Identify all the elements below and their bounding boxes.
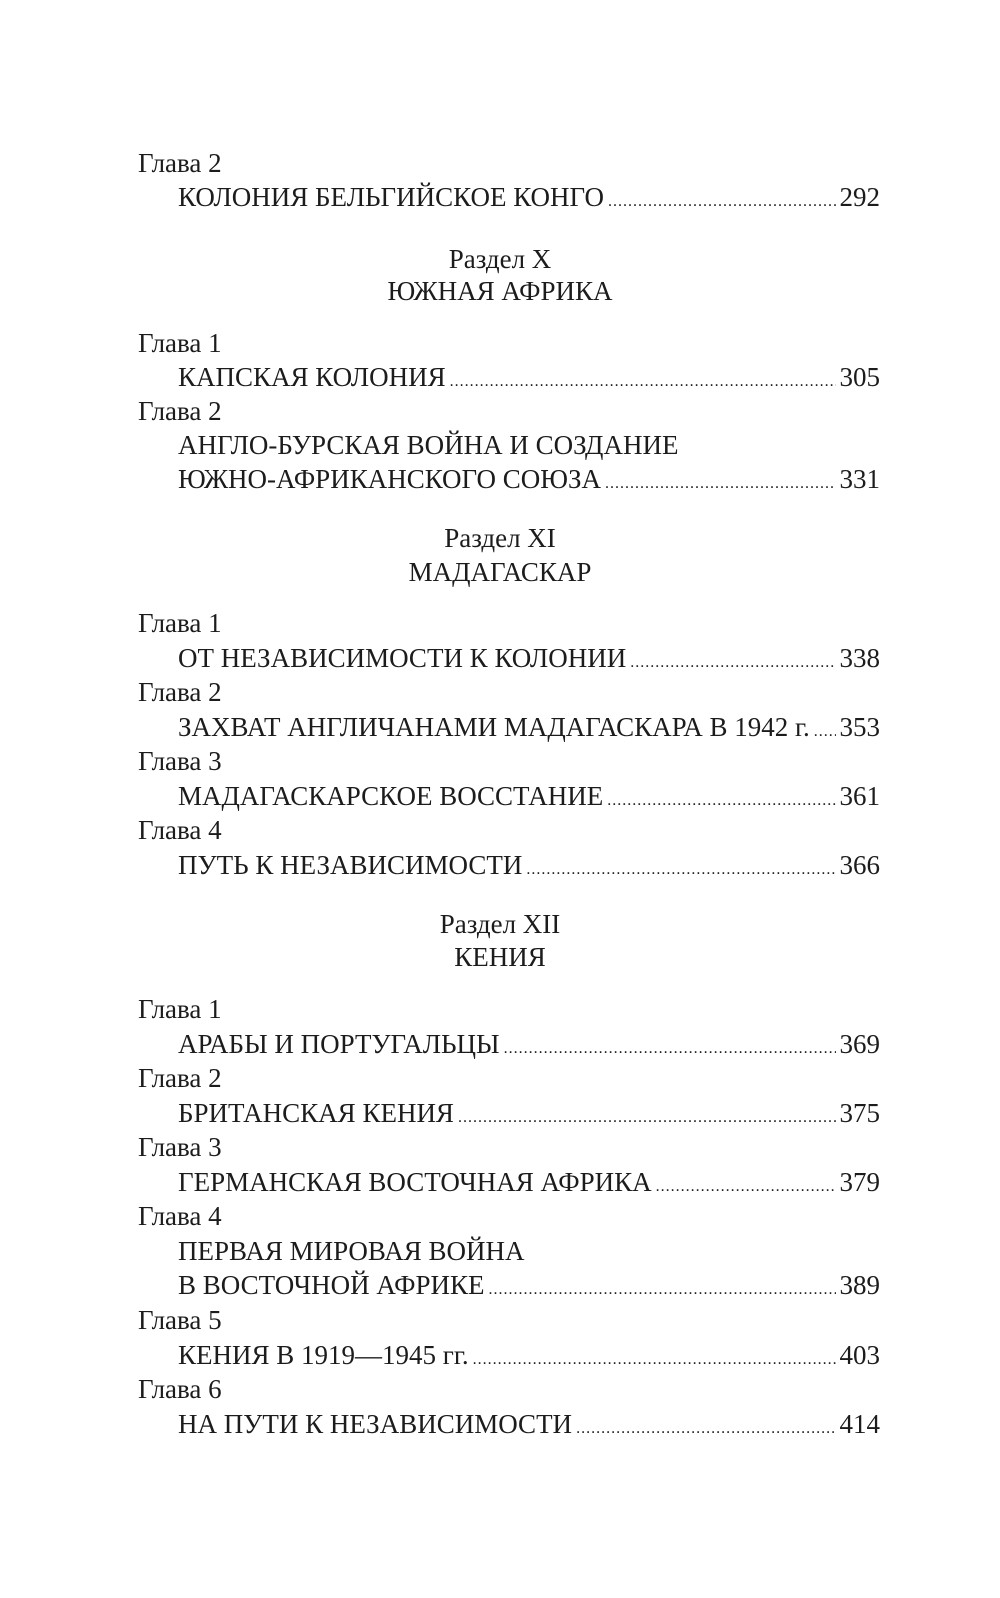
- toc-entry[interactable]: [178, 1098, 880, 1133]
- page-number: 338: [839, 643, 880, 673]
- dot-leader: [526, 855, 835, 885]
- dot-leader: [656, 1172, 836, 1202]
- entry-title: МАДАГАСКАРСКОЕ ВОССТАНИЕ: [178, 781, 604, 811]
- page-number: 375: [839, 1098, 880, 1128]
- section-label: Раздел XII: [439, 909, 561, 939]
- toc-entry[interactable]: [178, 1270, 880, 1305]
- entry-title: ОТ НЕЗАВИСИМОСТИ К КОЛОНИИ: [178, 643, 627, 673]
- chapter-label: Глава 2: [138, 1063, 222, 1093]
- toc-entry[interactable]: [178, 1029, 880, 1064]
- toc-entry[interactable]: [178, 712, 880, 747]
- entry-title: КАПСКАЯ КОЛОНИЯ: [178, 362, 446, 392]
- entry-title-line: АНГЛО-БУРСКАЯ ВОЙНА И СОЗДАНИЕ: [178, 430, 679, 460]
- section-title: ЮЖНАЯ АФРИКА: [387, 276, 613, 306]
- dot-leader: [605, 469, 835, 499]
- section-label: Раздел X: [448, 244, 552, 274]
- dot-leader: [458, 1103, 836, 1133]
- entry-title: ПУТЬ К НЕЗАВИСИМОСТИ: [178, 850, 523, 880]
- page-number: 292: [839, 182, 880, 212]
- entry-title: ЗАХВАТ АНГЛИЧАНАМИ МАДАГАСКАРА В 1942 г.: [178, 712, 810, 742]
- toc-entry[interactable]: [178, 362, 880, 397]
- toc-entry[interactable]: [178, 1167, 880, 1202]
- entry-title: НА ПУТИ К НЕЗАВИСИМОСТИ: [178, 1409, 573, 1439]
- chapter-label: Глава 1: [138, 328, 222, 358]
- chapter-label: Глава 4: [138, 1201, 222, 1231]
- chapter-label: Глава 4: [138, 815, 222, 845]
- toc-entry[interactable]: [178, 1340, 880, 1375]
- chapter-label: Глава 2: [138, 148, 222, 178]
- page-number: 369: [839, 1029, 880, 1059]
- dot-leader: [489, 1275, 836, 1305]
- toc-entry[interactable]: [178, 1409, 880, 1444]
- entry-title: В ВОСТОЧНОЙ АФРИКЕ: [178, 1270, 485, 1300]
- entry-title: КОЛОНИЯ БЕЛЬГИЙСКОЕ КОНГО: [178, 182, 604, 212]
- toc-entry[interactable]: [178, 643, 880, 678]
- entry-title: ЮЖНО-АФРИКАНСКОГО СОЮЗА: [178, 464, 602, 494]
- entry-title: БРИТАНСКАЯ КЕНИЯ: [178, 1098, 454, 1128]
- toc-entry[interactable]: [178, 182, 880, 217]
- section-title: КЕНИЯ: [454, 942, 546, 972]
- chapter-label: Глава 2: [138, 396, 222, 426]
- section-label: Раздел XI: [444, 523, 556, 553]
- chapter-label: Глава 6: [138, 1374, 222, 1404]
- dot-leader: [630, 648, 835, 678]
- page-number: 414: [839, 1409, 880, 1439]
- page-number: 331: [839, 464, 880, 494]
- chapter-label: Глава 3: [138, 746, 222, 776]
- chapter-label: Глава 2: [138, 677, 222, 707]
- toc-entry[interactable]: [178, 850, 880, 885]
- page-number: 305: [839, 362, 880, 392]
- entry-title: КЕНИЯ В 1919—1945 гг.: [178, 1340, 469, 1370]
- page-number: 389: [839, 1270, 880, 1300]
- dot-leader: [473, 1345, 836, 1375]
- section-title: МАДАГАСКАР: [408, 557, 592, 587]
- chapter-label: Глава 1: [138, 994, 222, 1024]
- dot-leader: [608, 187, 836, 217]
- entry-title: АРАБЫ И ПОРТУГАЛЬЦЫ: [178, 1029, 500, 1059]
- page-number: 353: [839, 712, 880, 742]
- dot-leader: [814, 717, 836, 747]
- dot-leader: [450, 367, 836, 397]
- chapter-label: Глава 1: [138, 608, 222, 638]
- dot-leader: [607, 786, 835, 816]
- toc-entry[interactable]: [178, 781, 880, 816]
- chapter-label: Глава 3: [138, 1132, 222, 1162]
- dot-leader: [576, 1414, 835, 1444]
- dot-leader: [504, 1034, 836, 1064]
- page-number: 361: [839, 781, 880, 811]
- toc-entry[interactable]: [178, 464, 880, 499]
- page-number: 366: [839, 850, 880, 880]
- page-number: 379: [839, 1167, 880, 1197]
- entry-title: ГЕРМАНСКАЯ ВОСТОЧНАЯ АФРИКА: [178, 1167, 652, 1197]
- chapter-label: Глава 5: [138, 1305, 222, 1335]
- page-number: 403: [839, 1340, 880, 1370]
- entry-title-line: ПЕРВАЯ МИРОВАЯ ВОЙНА: [178, 1236, 525, 1266]
